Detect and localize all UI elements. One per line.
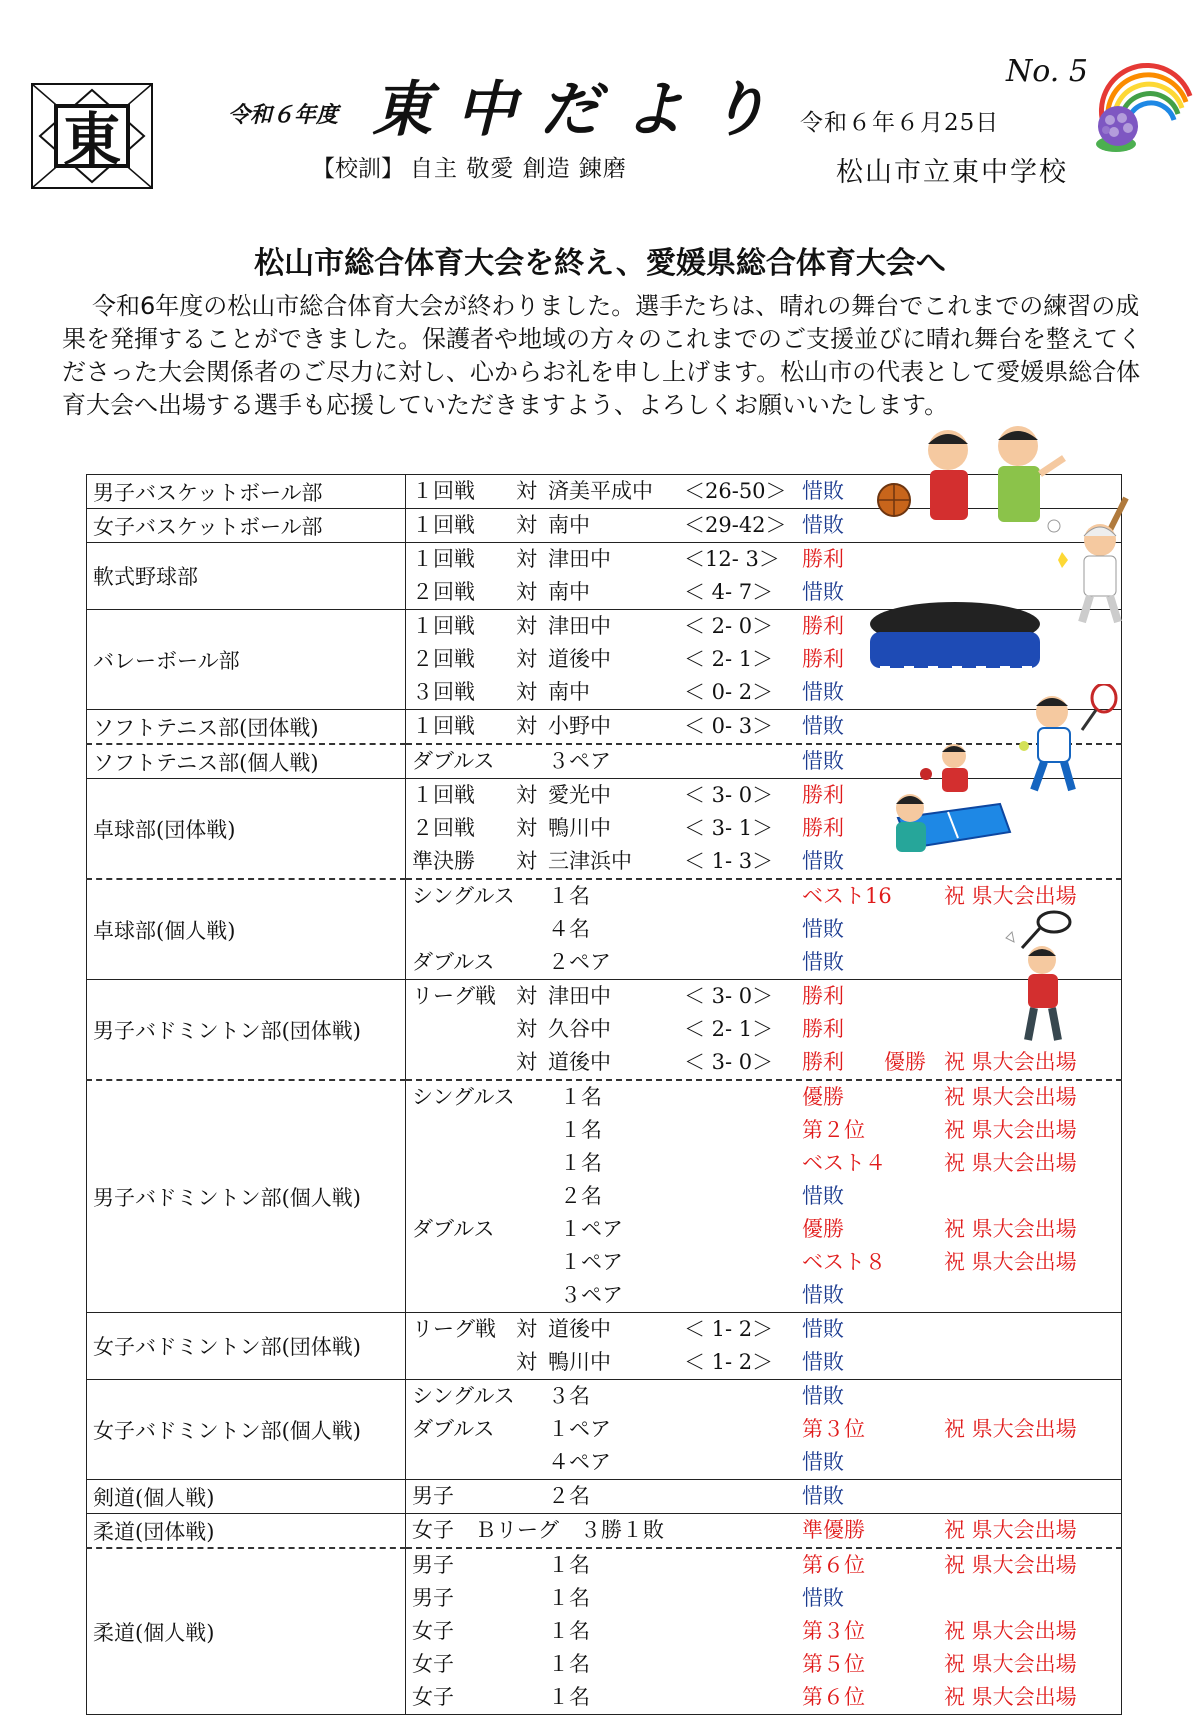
match-score: ＜ 4- 7＞ xyxy=(684,580,774,604)
match-stage: １回戦 xyxy=(412,513,475,537)
match-results xyxy=(406,1548,1122,1715)
match-outcome: 惜敗 xyxy=(802,1350,844,1374)
match-score: ＜ 1- 2＞ xyxy=(684,1317,774,1341)
club-name: 軟式野球部 xyxy=(87,543,406,610)
match-outcome: 惜敗 xyxy=(802,1317,844,1341)
entry-count: １名 xyxy=(548,1652,590,1676)
match-stage: ダブルス xyxy=(412,950,495,974)
club-name: ソフトテニス部(団体戦) xyxy=(87,710,406,745)
motto-values: 自主 敬愛 創造 錬磨 xyxy=(410,156,627,182)
club-name: バレーボール部 xyxy=(87,610,406,710)
match-outcome: 惜敗 xyxy=(802,749,844,773)
club-name: 卓球部(個人戦) xyxy=(87,879,406,980)
result-line xyxy=(412,1615,1121,1648)
versus-label: 対 xyxy=(516,1317,537,1341)
match-outcome: 惜敗 xyxy=(802,513,844,537)
match-outcome: 第３位 xyxy=(802,1417,865,1441)
match-stage: ダブルス xyxy=(412,749,495,773)
results-row xyxy=(87,1080,1122,1313)
match-stage: ダブルス xyxy=(412,1417,495,1441)
match-outcome: 勝利 xyxy=(802,783,844,807)
match-outcome: ベスト８ xyxy=(802,1250,886,1274)
match-stage: リーグ戦 xyxy=(412,984,496,1008)
prefecture-qualification-note: 祝 県大会出場 xyxy=(944,1217,1077,1241)
results-row xyxy=(87,1313,1122,1380)
opponent-name: 小野中 xyxy=(548,714,611,738)
result-line xyxy=(412,1480,1121,1513)
opponent-name: 道後中 xyxy=(548,1317,611,1341)
entry-count: ２名 xyxy=(560,1184,602,1208)
entry-count: １名 xyxy=(548,1553,590,1577)
versus-label: 対 xyxy=(516,1017,537,1041)
match-outcome: 惜敗 xyxy=(802,1450,844,1474)
match-stage: 女子 xyxy=(412,1619,454,1643)
match-stage: リーグ戦 xyxy=(412,1317,496,1341)
school-logo xyxy=(22,76,162,196)
match-stage: 女子 xyxy=(412,1652,454,1676)
results-row xyxy=(87,879,1122,980)
versus-label: 対 xyxy=(516,680,537,704)
result-line xyxy=(412,1681,1121,1714)
match-stage: １回戦 xyxy=(412,614,475,638)
versus-label: 対 xyxy=(516,647,537,671)
match-outcome: 惜敗 xyxy=(802,580,844,604)
match-stage: ２回戦 xyxy=(412,816,475,840)
opponent-name: 済美平成中 xyxy=(548,479,653,503)
match-outcome: 第６位 xyxy=(802,1553,865,1577)
match-stage: 男子 xyxy=(412,1484,454,1508)
result-line xyxy=(412,812,1121,845)
newsletter-title: 東中だより xyxy=(372,75,792,145)
entry-count: １名 xyxy=(548,1586,590,1610)
club-name: 柔道(個人戦) xyxy=(87,1548,406,1715)
match-score: ＜ 2- 0＞ xyxy=(684,614,774,638)
match-score: ＜26-50＞ xyxy=(684,479,787,503)
match-outcome: 惜敗 xyxy=(802,479,844,503)
match-outcome: 勝利 xyxy=(802,1017,844,1041)
match-outcome: 準優勝 xyxy=(802,1518,865,1542)
tennis-player-illustration xyxy=(1008,684,1118,794)
results-row xyxy=(87,710,1122,745)
prefecture-qualification-note: 祝 県大会出場 xyxy=(944,1652,1077,1676)
versus-label: 対 xyxy=(516,1350,537,1374)
match-outcome: 惜敗 xyxy=(802,1586,844,1610)
result-line xyxy=(412,1213,1121,1246)
versus-label: 対 xyxy=(516,984,537,1008)
match-results xyxy=(406,1514,1122,1549)
match-results xyxy=(406,1380,1122,1480)
club-name: 男子バスケットボール部 xyxy=(87,475,406,509)
match-outcome: 勝利 xyxy=(802,816,844,840)
versus-label: 対 xyxy=(516,849,537,873)
entry-count: １名 xyxy=(560,1151,602,1175)
match-score: ＜29-42＞ xyxy=(684,513,787,537)
result-line xyxy=(412,1246,1121,1279)
prefecture-qualification-note: 祝 県大会出場 xyxy=(944,1518,1077,1542)
prefecture-qualification-note: 祝 県大会出場 xyxy=(944,1417,1077,1441)
baseball-player-illustration xyxy=(1038,496,1148,626)
entry-count: １ペア xyxy=(560,1217,623,1241)
match-outcome: 惜敗 xyxy=(802,950,844,974)
versus-label: 対 xyxy=(516,614,537,638)
prefecture-qualification-note: 祝 県大会出場 xyxy=(944,1085,1077,1109)
school-year-label: 令和６年度 xyxy=(228,102,339,128)
match-outcome: 惜敗 xyxy=(802,1384,844,1408)
entry-count: １ペア xyxy=(548,1417,611,1441)
opponent-name: 道後中 xyxy=(548,647,611,671)
rainbow-hydrangea-illustration xyxy=(1086,56,1196,156)
opponent-name: 津田中 xyxy=(548,984,611,1008)
opponent-name: 南中 xyxy=(548,580,590,604)
versus-label: 対 xyxy=(516,580,537,604)
match-outcome: 惜敗 xyxy=(802,849,844,873)
match-outcome: 第２位 xyxy=(802,1118,865,1142)
entry-count: １名 xyxy=(548,884,590,908)
result-line xyxy=(412,845,1121,878)
result-line xyxy=(412,1549,1121,1582)
opponent-name: 津田中 xyxy=(548,614,611,638)
opponent-name: 鴨川中 xyxy=(548,1350,611,1374)
results-row xyxy=(87,980,1122,1081)
match-score: ＜12- 3＞ xyxy=(684,547,780,571)
opponent-name: 三津浜中 xyxy=(548,849,632,873)
intro-paragraph: 令和6年度の松山市総合体育大会が終わりました。選手たちは、晴れの舞台でこれまでの練習の成果を発揮することができました。保護者や地域の方々のこれまでのご支援並びに晴れ舞台を整えてくださった大会関係者のご尽力に対し、心からお礼を申し上げます。松山市の代表として愛媛県総合体育大会へ出場する選手も応援していただきますよう、よろしくお願いいたします。 xyxy=(62,292,1142,419)
match-stage: 準決勝 xyxy=(412,849,475,873)
entry-count: ３ペア xyxy=(548,749,611,773)
club-name: ソフトテニス部(個人戦) xyxy=(87,744,406,779)
opponent-name: 鴨川中 xyxy=(548,816,611,840)
match-stage: １回戦 xyxy=(412,714,475,738)
match-results xyxy=(406,1480,1122,1514)
result-line xyxy=(412,1380,1121,1413)
result-line xyxy=(412,1582,1121,1615)
prefecture-qualification-note: 祝 県大会出場 xyxy=(944,1685,1077,1709)
match-stage: ３回戦 xyxy=(412,680,475,704)
versus-label: 対 xyxy=(516,479,537,503)
match-score: ＜ 1- 3＞ xyxy=(684,849,774,873)
prefecture-qualification-note: 祝 県大会出場 xyxy=(944,1553,1077,1577)
prefecture-qualification-note: 祝 県大会出場 xyxy=(944,1250,1077,1274)
prefecture-qualification-note: 祝 県大会出場 xyxy=(944,1118,1077,1142)
match-score: ＜ 3- 0＞ xyxy=(684,783,774,807)
match-stage: ダブルス xyxy=(412,1217,495,1241)
result-line xyxy=(412,1648,1121,1681)
badminton-player-illustration xyxy=(1000,908,1090,1048)
result-line xyxy=(412,1514,1121,1547)
results-row xyxy=(87,1480,1122,1514)
club-name: 柔道(団体戦) xyxy=(87,1514,406,1549)
result-line xyxy=(412,1114,1121,1147)
versus-label: 対 xyxy=(516,513,537,537)
school-name: 松山市立東中学校 xyxy=(836,157,1068,188)
match-outcome: 優勝 xyxy=(802,1217,844,1241)
prefecture-qualification-note: 祝 県大会出場 xyxy=(944,1050,1077,1074)
prefecture-qualification-note: 祝 県大会出場 xyxy=(944,1151,1077,1175)
match-outcome: 優勝 xyxy=(802,1085,844,1109)
match-score: ＜ 0- 2＞ xyxy=(684,680,774,704)
prefecture-qualification-note: 祝 県大会出場 xyxy=(944,884,1077,908)
club-name: 女子バスケットボール部 xyxy=(87,509,406,543)
club-name: 女子バドミントン部(団体戦) xyxy=(87,1313,406,1380)
match-score: ＜ 2- 1＞ xyxy=(684,1017,774,1041)
prefecture-qualification-note: 祝 県大会出場 xyxy=(944,1619,1077,1643)
entry-count: １ペア xyxy=(560,1250,623,1274)
match-outcome: 惜敗 xyxy=(802,714,844,738)
match-outcome: 勝利 xyxy=(802,984,844,1008)
match-outcome: 第６位 xyxy=(802,1685,865,1709)
match-score: ＜ 2- 1＞ xyxy=(684,647,774,671)
versus-label: 対 xyxy=(516,547,537,571)
entry-count: ４ペア xyxy=(548,1450,611,1474)
match-stage: ２回戦 xyxy=(412,647,475,671)
issue-number: No. 5 xyxy=(1006,54,1088,89)
results-row xyxy=(87,1514,1122,1549)
club-name: 卓球部(団体戦) xyxy=(87,779,406,880)
headline: 松山市総合体育大会を終え、愛媛県総合体育大会へ xyxy=(254,246,946,281)
match-stage: １回戦 xyxy=(412,783,475,807)
club-name: 男子バドミントン部(団体戦) xyxy=(87,980,406,1081)
versus-label: 対 xyxy=(516,1050,537,1074)
opponent-name: 道後中 xyxy=(548,1050,611,1074)
match-outcome: 惜敗 xyxy=(802,1184,844,1208)
versus-label: 対 xyxy=(516,714,537,738)
result-line xyxy=(412,1446,1121,1479)
match-results xyxy=(406,1313,1122,1380)
match-results xyxy=(406,1080,1122,1313)
match-stage: ２回戦 xyxy=(412,580,475,604)
match-outcome: 勝利 xyxy=(802,614,844,638)
match-outcome: 惜敗 xyxy=(802,917,844,941)
match-score: ＜ 1- 2＞ xyxy=(684,1350,774,1374)
versus-label: 対 xyxy=(516,783,537,807)
match-score: ＜ 3- 0＞ xyxy=(684,1050,774,1074)
opponent-name: 津田中 xyxy=(548,547,611,571)
result-line xyxy=(412,1147,1121,1180)
issue-date: 令和６年６月25日 xyxy=(800,110,1000,136)
match-outcome: 勝利 xyxy=(802,547,844,571)
match-outcome: 惜敗 xyxy=(802,1283,844,1307)
result-line xyxy=(412,1180,1121,1213)
result-line xyxy=(412,543,1121,576)
result-line xyxy=(412,1413,1121,1446)
entry-count: ４名 xyxy=(548,917,590,941)
versus-label: 対 xyxy=(516,816,537,840)
match-stage: シングルス xyxy=(412,884,515,908)
results-row xyxy=(87,1380,1122,1480)
volleyball-team-huddle-illustration xyxy=(860,594,1050,694)
entry-count: １名 xyxy=(548,1619,590,1643)
match-stage: 女子 xyxy=(412,1685,454,1709)
match-outcome: 勝利 xyxy=(802,647,844,671)
entry-count: ２ペア xyxy=(548,950,611,974)
entry-count: １名 xyxy=(560,1085,602,1109)
table-tennis-players-illustration xyxy=(884,742,1014,862)
entry-count: ３名 xyxy=(548,1384,590,1408)
match-score: ＜ 3- 1＞ xyxy=(684,816,774,840)
result-line xyxy=(412,1046,1121,1079)
school-logo-char: 東 xyxy=(62,106,122,174)
club-name: 剣道(個人戦) xyxy=(87,1480,406,1514)
match-score: ＜ 3- 0＞ xyxy=(684,984,774,1008)
match-outcome: ベスト16 xyxy=(802,884,892,908)
entry-count: １名 xyxy=(560,1118,602,1142)
championship-label: 優勝 xyxy=(884,1050,926,1074)
match-stage: 男子 xyxy=(412,1586,454,1610)
opponent-name: 久谷中 xyxy=(548,1017,611,1041)
match-outcome: 第３位 xyxy=(802,1619,865,1643)
match-outcome: 惜敗 xyxy=(802,680,844,704)
opponent-name: 南中 xyxy=(548,680,590,704)
match-stage: １回戦 xyxy=(412,547,475,571)
match-stage: シングルス xyxy=(412,1085,515,1109)
match-stage: シングルス xyxy=(412,1384,515,1408)
result-line xyxy=(412,1313,1121,1346)
opponent-name: 南中 xyxy=(548,513,590,537)
match-stage: 男子 xyxy=(412,1553,454,1577)
results-row xyxy=(87,1548,1122,1715)
club-name: 男子バドミントン部(個人戦) xyxy=(87,1080,406,1313)
opponent-name: 愛光中 xyxy=(548,783,611,807)
match-outcome: 惜敗 xyxy=(802,1484,844,1508)
entry-count: ３ペア xyxy=(560,1283,623,1307)
motto-label: 【校訓】 xyxy=(312,156,404,182)
entry-count: ２名 xyxy=(548,1484,590,1508)
result-line xyxy=(412,1081,1121,1114)
match-outcome: 勝利 xyxy=(802,1050,844,1074)
club-name: 女子バドミントン部(個人戦) xyxy=(87,1380,406,1480)
entry-count: １名 xyxy=(548,1685,590,1709)
result-line xyxy=(412,1346,1121,1379)
match-outcome: ベスト４ xyxy=(802,1151,886,1175)
match-score: ＜ 0- 3＞ xyxy=(684,714,774,738)
match-stage: １回戦 xyxy=(412,479,475,503)
match-outcome: 第５位 xyxy=(802,1652,865,1676)
result-line xyxy=(412,1279,1121,1312)
match-stage: 女子 Ｂリーグ ３勝１敗 xyxy=(412,1518,664,1542)
